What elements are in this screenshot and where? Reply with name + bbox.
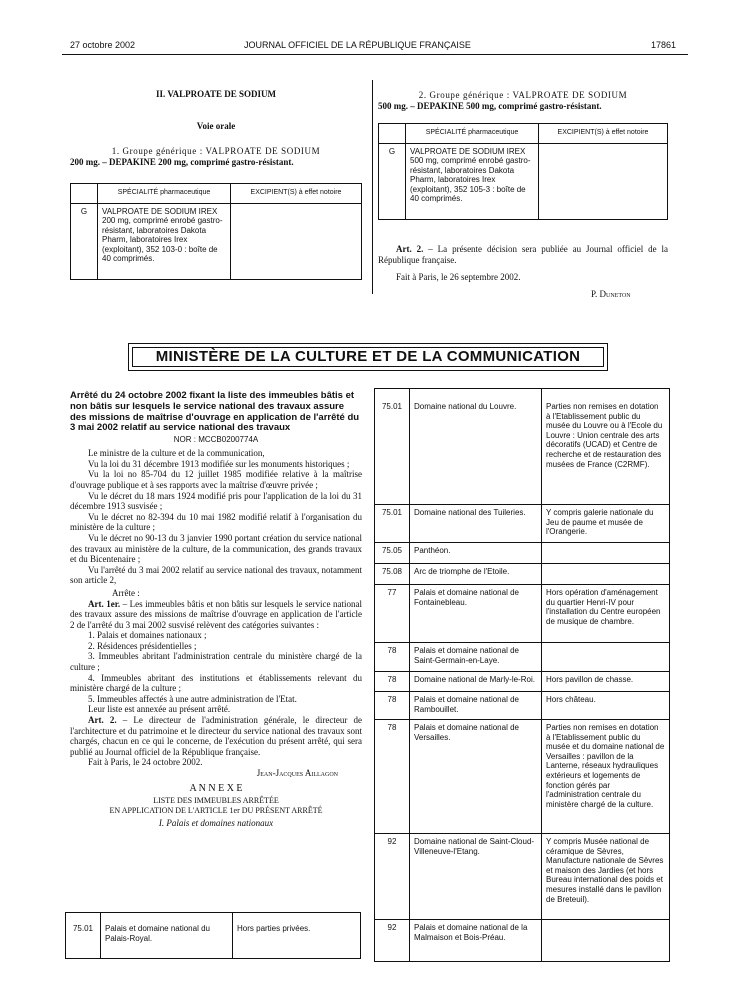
annex-name: Domaine national de Marly-le-Roi. — [410, 672, 542, 692]
article-2-text: – La présente décision sera publiée au Journal officiel de la République française. — [378, 244, 668, 265]
nor-reference: NOR : MCCB0200774A — [173, 435, 259, 445]
annex-note — [542, 643, 670, 672]
row-code: G — [71, 203, 98, 279]
annex-code: 78 — [375, 720, 410, 834]
article-2-arrete-text: – Le directeur de l'administration générale, le directeur de l'architecture et du patrimoine et le directeur du service national des travaux sont chargés, chacun en ce qui le concerne, de l'exécution du présent arrêté, qui sera publié au Journal officiel de la République française. — [70, 715, 362, 757]
header-rule — [62, 54, 688, 55]
annex-name: Domaine national des Tuileries. — [410, 505, 542, 543]
annex-row — [375, 585, 670, 643]
annex-name: Palais et domaine national de Versailles. — [410, 720, 542, 834]
article-1-label: Art. 1er. — [88, 598, 121, 609]
annex-note — [542, 564, 670, 585]
group-heading-1 — [70, 146, 362, 167]
visa-paragraph: Vu le décret du 18 mars 1924 modifié pris pour l'application de la loi du 31 décembre 1913 susvisée ; — [70, 490, 362, 512]
annex-code: 75.01 — [375, 389, 410, 505]
specialty-header: SPÉCIALITÉ pharmaceutique — [406, 124, 539, 144]
row-excipient — [539, 143, 668, 219]
annex-row — [375, 389, 670, 505]
annex-code: 92 — [375, 920, 410, 962]
annex-name: Arc de triomphe de l'Etoile. — [410, 564, 542, 585]
annex-code: 92 — [375, 834, 410, 920]
annexe-subtitle-2: EN APPLICATION DE L'ARTICLE 1er DU PRÉSENT ARRÊTÉ — [109, 805, 323, 815]
annex-name: Palais et domaine national de Fontainebleau. — [410, 585, 542, 643]
annex-note: Hors parties privées. — [233, 913, 361, 959]
category-item: 1. Palais et domaines nationaux ; — [88, 630, 207, 641]
visas — [70, 448, 362, 586]
annex-row — [375, 920, 670, 962]
visa-paragraph: Vu la loi du 31 décembre 1913 modifiée sur les monuments historiques ; — [88, 458, 350, 469]
group-heading-2 — [378, 90, 668, 111]
annex-code: 78 — [375, 643, 410, 672]
row-code: G — [379, 143, 406, 219]
annex-note: Y compris Musée national de céramique de Sèvres, Manufacture nationale de Sèvres et maison des Jardies (et hors Bureau international des poids et mesures installé dans le pavillon de Breteuil). — [542, 834, 670, 920]
annex-row — [375, 543, 670, 564]
code-header — [71, 184, 98, 204]
annexe-subtitle-1: LISTE DES IMMEUBLES ARRÊTÉE — [153, 796, 279, 806]
annex-name: Domaine national de Saint-Cloud-Villeneuve-l'Etang. — [410, 834, 542, 920]
annex-row — [375, 505, 670, 543]
group-heading-2-line2: 500 mg. – DEPAKINE 500 mg, comprimé gastro-résistant. — [378, 100, 602, 111]
annex-code: 75.08 — [375, 564, 410, 585]
section-title: II. VALPROATE DE SODIUM — [155, 89, 277, 99]
annexe-section: I. Palais et domaines nationaux — [158, 818, 274, 829]
annex-note: Hors château. — [542, 692, 670, 720]
row-specialty: VALPROATE DE SODIUM IREX 200 mg, comprimé enrobé gastro-résistant, laboratoires Dakota Pharm, laboratoires Irex (exploitant), 352 103-0 : boîte de 40 comprimés. — [98, 203, 231, 279]
group-heading-1-line2: 200 mg. – DEPAKINE 200 mg, comprimé gastro-résistant. — [70, 156, 294, 167]
arrete-word: Arrête : — [112, 587, 140, 598]
annex-note — [542, 543, 670, 564]
article-2-label: Art. 2. — [396, 244, 424, 254]
visa-paragraph: Le ministre de la culture et de la communication, — [88, 448, 265, 459]
specialty-table-200 — [70, 183, 362, 280]
annex-note — [542, 920, 670, 962]
header-date: 27 octobre 2002 — [70, 40, 136, 50]
annex-code: 78 — [375, 672, 410, 692]
annex-note: Hors opération d'aménagement du quartier Henri-IV pour l'installation du Centre européen de musique de chambre. — [542, 585, 670, 643]
annex-name: Palais et domaine national de la Malmaison et Bois-Préau. — [410, 920, 542, 962]
column-divider-top — [372, 80, 373, 294]
annex-code: 78 — [375, 692, 410, 720]
annex-code: 75.01 — [66, 913, 101, 959]
specialty-table-500 — [378, 123, 668, 220]
annex-table-left — [65, 912, 361, 959]
category-item: 5. Immeubles affectés à une autre administration de l'Etat. — [88, 693, 297, 704]
annex-row — [375, 672, 670, 692]
article-2-decision — [378, 244, 668, 265]
arrete-done-at: Fait à Paris, le 24 octobre 2002. — [88, 757, 203, 768]
page-number: 17861 — [651, 40, 677, 50]
annex-note: Hors pavillon de chasse. — [542, 672, 670, 692]
annex-row — [375, 692, 670, 720]
annex-row — [375, 643, 670, 672]
category-item: 4. Immeubles abritant des institutions et établissements relevant du ministère chargé de la culture ; — [70, 672, 362, 694]
visa-paragraph: Vu le décret no 90-13 du 3 janvier 1990 portant création du service national des travaux au ministère de la culture, de la communication, des grands travaux et du Bicentenaire ; — [70, 532, 362, 565]
ministry-banner — [128, 343, 608, 371]
arrete-title: Arrêté du 24 octobre 2002 fixant la liste des immeubles bâtis et non bâtis sur lesquels le service national des travaux assure des missions de maîtrise d'ouvrage en application de l'arrêté du 3 mai 2002 relatif au service national des travaux — [70, 390, 360, 434]
category-item: 2. Résidences présidentielles ; — [88, 640, 197, 651]
annex-name: Palais et domaine national de Rambouillet. — [410, 692, 542, 720]
annex-row — [375, 564, 670, 585]
annexe-title: A N N E X E — [189, 782, 243, 794]
visa-paragraph: Vu le décret no 82-394 du 10 mai 1982 modifié relatif à l'organisation du ministère de la culture ; — [70, 511, 362, 533]
signature-aillagon: Jean-Jacques Aillagon — [256, 768, 338, 778]
arrete-text — [70, 391, 362, 829]
annex-name: Palais et domaine national de Saint-Germain-en-Laye. — [410, 643, 542, 672]
visa-paragraph: Vu l'arrêté du 3 mai 2002 relatif au service national des travaux, notamment son article 2, — [70, 564, 362, 586]
article-2-arrete — [70, 715, 362, 757]
category-item: 3. Immeubles abritant l'administration centrale du ministère chargé de la culture ; — [70, 651, 362, 673]
annex-name: Palais et domaine national du Palais-Royal. — [101, 913, 233, 959]
annex-name: Panthéon. — [410, 543, 542, 564]
annex-row — [375, 720, 670, 834]
row-specialty: VALPROATE DE SODIUM IREX 500 mg, comprimé enrobé gastro-résistant, laboratoires Dakota Pharm, laboratoires Irex (exploitant), 352 105-3 : boîte de 40 comprimés. — [406, 143, 539, 219]
excipient-header: EXCIPIENT(S) à effet notoire — [231, 184, 362, 204]
annex-sentence: Leur liste est annexée au présent arrêté. — [88, 704, 231, 715]
annex-note: Parties non remises en dotation à l'Etablissement public du musée et du domaine national de Versailles : pavillon de la Lanterne, réseaux hydrauliques extérieurs et logements de fonction gérés par l'administration centrale du ministère chargé de la culture. — [542, 720, 670, 834]
excipient-header: EXCIPIENT(S) à effet notoire — [539, 124, 668, 144]
annex-table-right — [374, 388, 670, 962]
annex-note: Parties non remises en dotation à l'Etablissement public du musée du Louvre ou à l'Ecole du Louvre : Union centrale des arts décoratifs (UCAD) et Centre de recherche et de restauration des musées de France (C2RMF). — [542, 389, 670, 505]
annex-note: Y compris galerie nationale du Jeu de paume et musée de l'Orangerie. — [542, 505, 670, 543]
annex-code: 75.05 — [375, 543, 410, 564]
article-1 — [70, 599, 362, 631]
signature-duneton: P. Duneton — [591, 289, 631, 299]
annex-code: 77 — [375, 585, 410, 643]
ministry-title: MINISTÈRE DE LA CULTURE ET DE LA COMMUNICATION — [132, 347, 604, 367]
row-excipient — [231, 203, 362, 279]
annex-name: Domaine national du Louvre. — [410, 389, 542, 505]
subsection-title: Voie orale — [196, 121, 236, 131]
annex-code: 75.01 — [375, 505, 410, 543]
done-at-paris: Fait à Paris, le 26 septembre 2002. — [396, 272, 521, 282]
visa-paragraph: Vu la loi no 85-704 du 12 juillet 1985 modifiée relative à la maîtrise d'ouvrage publique et à ses rapports avec la maîtrise d'œuvre privée ; — [70, 469, 362, 490]
journal-title: JOURNAL OFFICIEL DE LA RÉPUBLIQUE FRANÇAISE — [244, 40, 471, 50]
annex-row — [375, 834, 670, 920]
group-heading-1-line1: 1. Groupe générique : VALPROATE DE SODIUM — [111, 146, 321, 156]
article-2-arrete-label: Art. 2. — [88, 715, 117, 726]
code-header — [379, 124, 406, 144]
article-1-text: – Les immeubles bâtis et non bâtis sur lesquels le service national des travaux assure des missions de maîtrise d'ouvrage en application de l'article 2 de l'arrêté du 3 mai 2002 susvisé relèvent des catégories suivantes : — [70, 598, 362, 630]
group-heading-2-line1: 2. Groupe générique : VALPROATE DE SODIUM — [418, 90, 628, 100]
specialty-header: SPÉCIALITÉ pharmaceutique — [98, 184, 231, 204]
